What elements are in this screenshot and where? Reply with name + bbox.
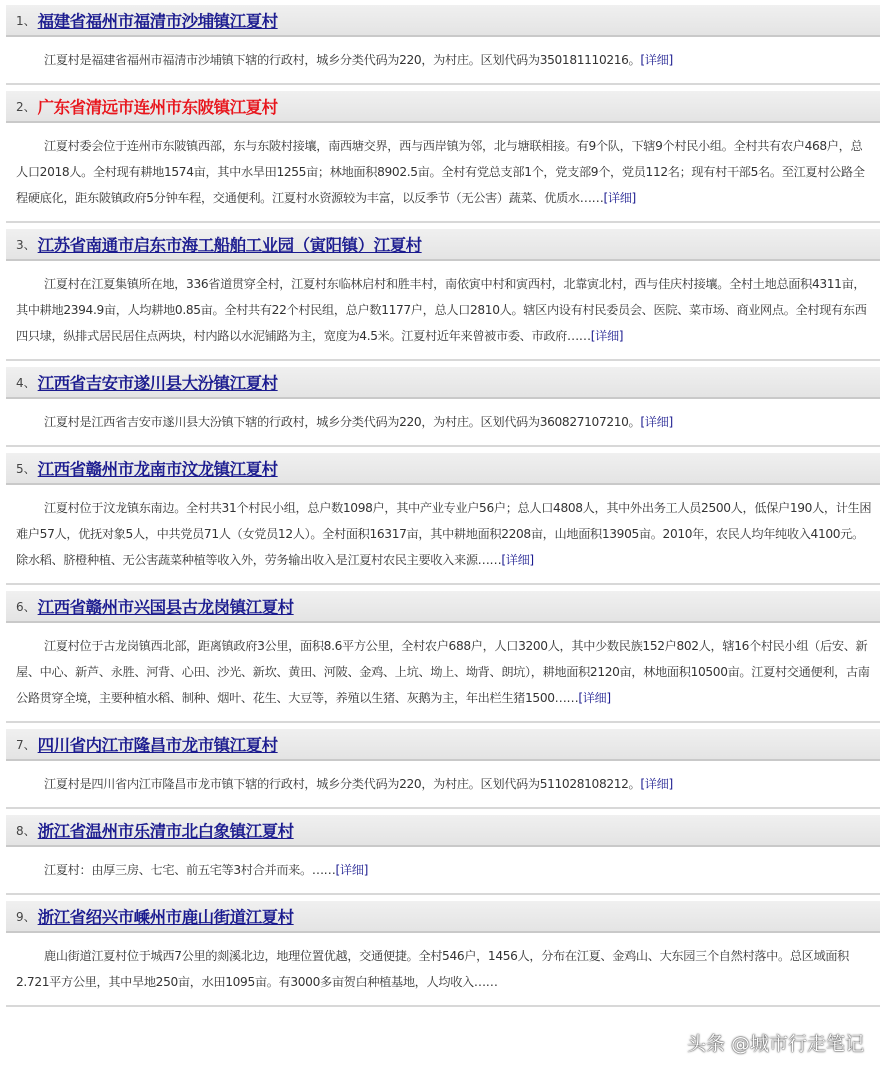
detail-link[interactable]: [详细] (640, 53, 673, 67)
entry-title-link[interactable]: 四川省内江市隆昌市龙市镇江夏村 (37, 736, 278, 755)
entry-title-link[interactable]: 广东省清远市连州市东陂镇江夏村 (37, 98, 278, 117)
entry-header (6, 815, 880, 847)
entry-description (6, 37, 880, 85)
entry-description (6, 261, 880, 361)
detail-link[interactable]: [详细] (640, 777, 673, 791)
list-item (6, 591, 880, 723)
entry-description (6, 933, 880, 1007)
entry-description (6, 485, 880, 585)
entry-text: 江夏村位于汶龙镇东南边。全村共31个村民小组，总户数1098户，其中产业专业户56户；总人口4808人，其中外出务工人员2500人，低保户190人，计生困难户57人，优抚对象5人，中共党员71人（女党员12人）。全村面积16317亩，其中耕地面积2208亩，山地面积13905亩。2010年，农民人均年纯收入4100元。除水稻、脐橙种植、无公害蔬菜种植等收入外，劳务输出收入是江夏村农民主要收入来源…… (16, 501, 872, 567)
entry-description (6, 847, 880, 895)
entry-header (6, 591, 880, 623)
entry-header (6, 367, 880, 399)
entry-header (6, 729, 880, 761)
entry-text: 江夏村是江西省吉安市遂川县大汾镇下辖的行政村，城乡分类代码为220，为村庄。区划代码为360827107210。 (44, 415, 641, 429)
detail-link[interactable]: [详细] (578, 691, 611, 705)
list-item (6, 901, 880, 1007)
entry-title-link[interactable]: 福建省福州市福清市沙埔镇江夏村 (37, 12, 278, 31)
list-item (6, 453, 880, 585)
entry-description (6, 399, 880, 447)
entry-description (6, 761, 880, 809)
entry-number: 5、 (16, 461, 36, 476)
entry-text: 江夏村是四川省内江市隆昌市龙市镇下辖的行政村，城乡分类代码为220，为村庄。区划代码为511028108212。 (44, 777, 641, 791)
entry-title-link[interactable]: 江西省赣州市龙南市汶龙镇江夏村 (37, 460, 278, 479)
entry-number: 8、 (16, 823, 36, 838)
entry-header (6, 901, 880, 933)
entry-text: 鹿山街道江夏村位于城西7公里的剡溪北边，地理位置优越，交通便捷。全村546户，1456人，分布在江夏、金鸡山、大东园三个自然村落中。总区域面积2.721平方公里，其中旱地250亩，水田1095亩。有3000多亩贺白种植基地，人均收入…… (16, 949, 849, 989)
entry-number: 4、 (16, 375, 36, 390)
list-item (6, 815, 880, 895)
list-item (6, 91, 880, 223)
entry-text: 江夏村委会位于连州市东陂镇西部，东与东陂村接壤，南西塘交界，西与西岸镇为邻，北与塘联相接。有9个队，下辖9个村民小组。全村共有农户468户，总人口2018人。全村现有耕地1574亩，其中水旱田1255亩；林地面积8902.5亩。全村有党总支部1个，党支部9个，党员112名；现有村干部5名。至江夏村公路全程硬底化，距东陂镇政府5分钟车程，交通便利。江夏村水资源较为丰富，以反季节（无公害）蔬菜、优质水…… (16, 139, 865, 205)
entry-text: 江夏村：由厚三房、七宅、前五宅等3村合并而来。…… (44, 863, 336, 877)
list-item (6, 729, 880, 809)
entry-description (6, 123, 880, 223)
entry-text: 江夏村在江夏集镇所在地，336省道贯穿全村，江夏村东临林启村和胜丰村，南依寅中村和寅西村，北靠寅北村，西与佳庆村接壤。全村土地总面积4311亩，其中耕地2394.9亩，人均耕地0.85亩。全村共有22个村民组，总户数1177户，总人口2810人。辖区内设有村民委员会、医院、菜市场、商业网点。全村现有东西四只埭，纵排式居民居住点两块，村内路以水泥铺路为主，宽度为4.5米。江夏村近年来曾被市委、市政府…… (16, 277, 867, 343)
list-item (6, 229, 880, 361)
entry-title-link[interactable]: 浙江省绍兴市嵊州市鹿山街道江夏村 (37, 908, 294, 927)
detail-link[interactable]: [详细] (590, 329, 624, 343)
entry-number: 6、 (16, 599, 36, 614)
detail-link[interactable]: [详细] (603, 191, 636, 205)
watermark: 头条 @城市行走笔记 (686, 1033, 864, 1055)
entry-text: 江夏村是福建省福州市福清市沙埔镇下辖的行政村，城乡分类代码为220，为村庄。区划代码为350181110216。 (44, 53, 641, 67)
detail-link[interactable]: [详细] (640, 415, 673, 429)
entry-header (6, 453, 880, 485)
entry-title-link[interactable]: 江苏省南通市启东市海工船舶工业园（寅阳镇）江夏村 (37, 236, 422, 255)
entry-number: 7、 (16, 737, 36, 752)
detail-link[interactable]: [详细] (335, 863, 369, 877)
list-item (6, 5, 880, 85)
list-item (6, 367, 880, 447)
entry-text: 江夏村位于古龙岗镇西北部，距离镇政府3公里，面积8.6平方公里，全村农户688户，人口3200人，其中少数民族152户802人，辖16个村民小组（后安、新屋、中心、新芦、永胜、河背、心田、沙光、新坎、黄田、河陂、金鸡、上坑、坳上、坳背、朗坑），耕地面积2120亩，林地面积10500亩。江夏村交通便利，古南公路贯穿全境，主要种植水稻、制种、烟叶、花生、大豆等，养殖以生猪、灰鹅为主，年出栏生猪1500…… (16, 639, 870, 705)
entry-number: 2、 (16, 99, 36, 114)
entry-title-link[interactable]: 江西省赣州市兴国县古龙岗镇江夏村 (37, 598, 294, 617)
entry-number: 3、 (16, 237, 36, 252)
detail-link[interactable]: [详细] (501, 553, 534, 567)
entry-title-link[interactable]: 浙江省温州市乐清市北白象镇江夏村 (37, 822, 294, 841)
entry-header (6, 91, 880, 123)
entry-header (6, 5, 880, 37)
entry-title-link[interactable]: 江西省吉安市遂川县大汾镇江夏村 (37, 374, 278, 393)
entry-number: 9、 (16, 909, 36, 924)
entry-header (6, 229, 880, 261)
entry-number: 1、 (16, 13, 36, 28)
entry-description (6, 623, 880, 723)
